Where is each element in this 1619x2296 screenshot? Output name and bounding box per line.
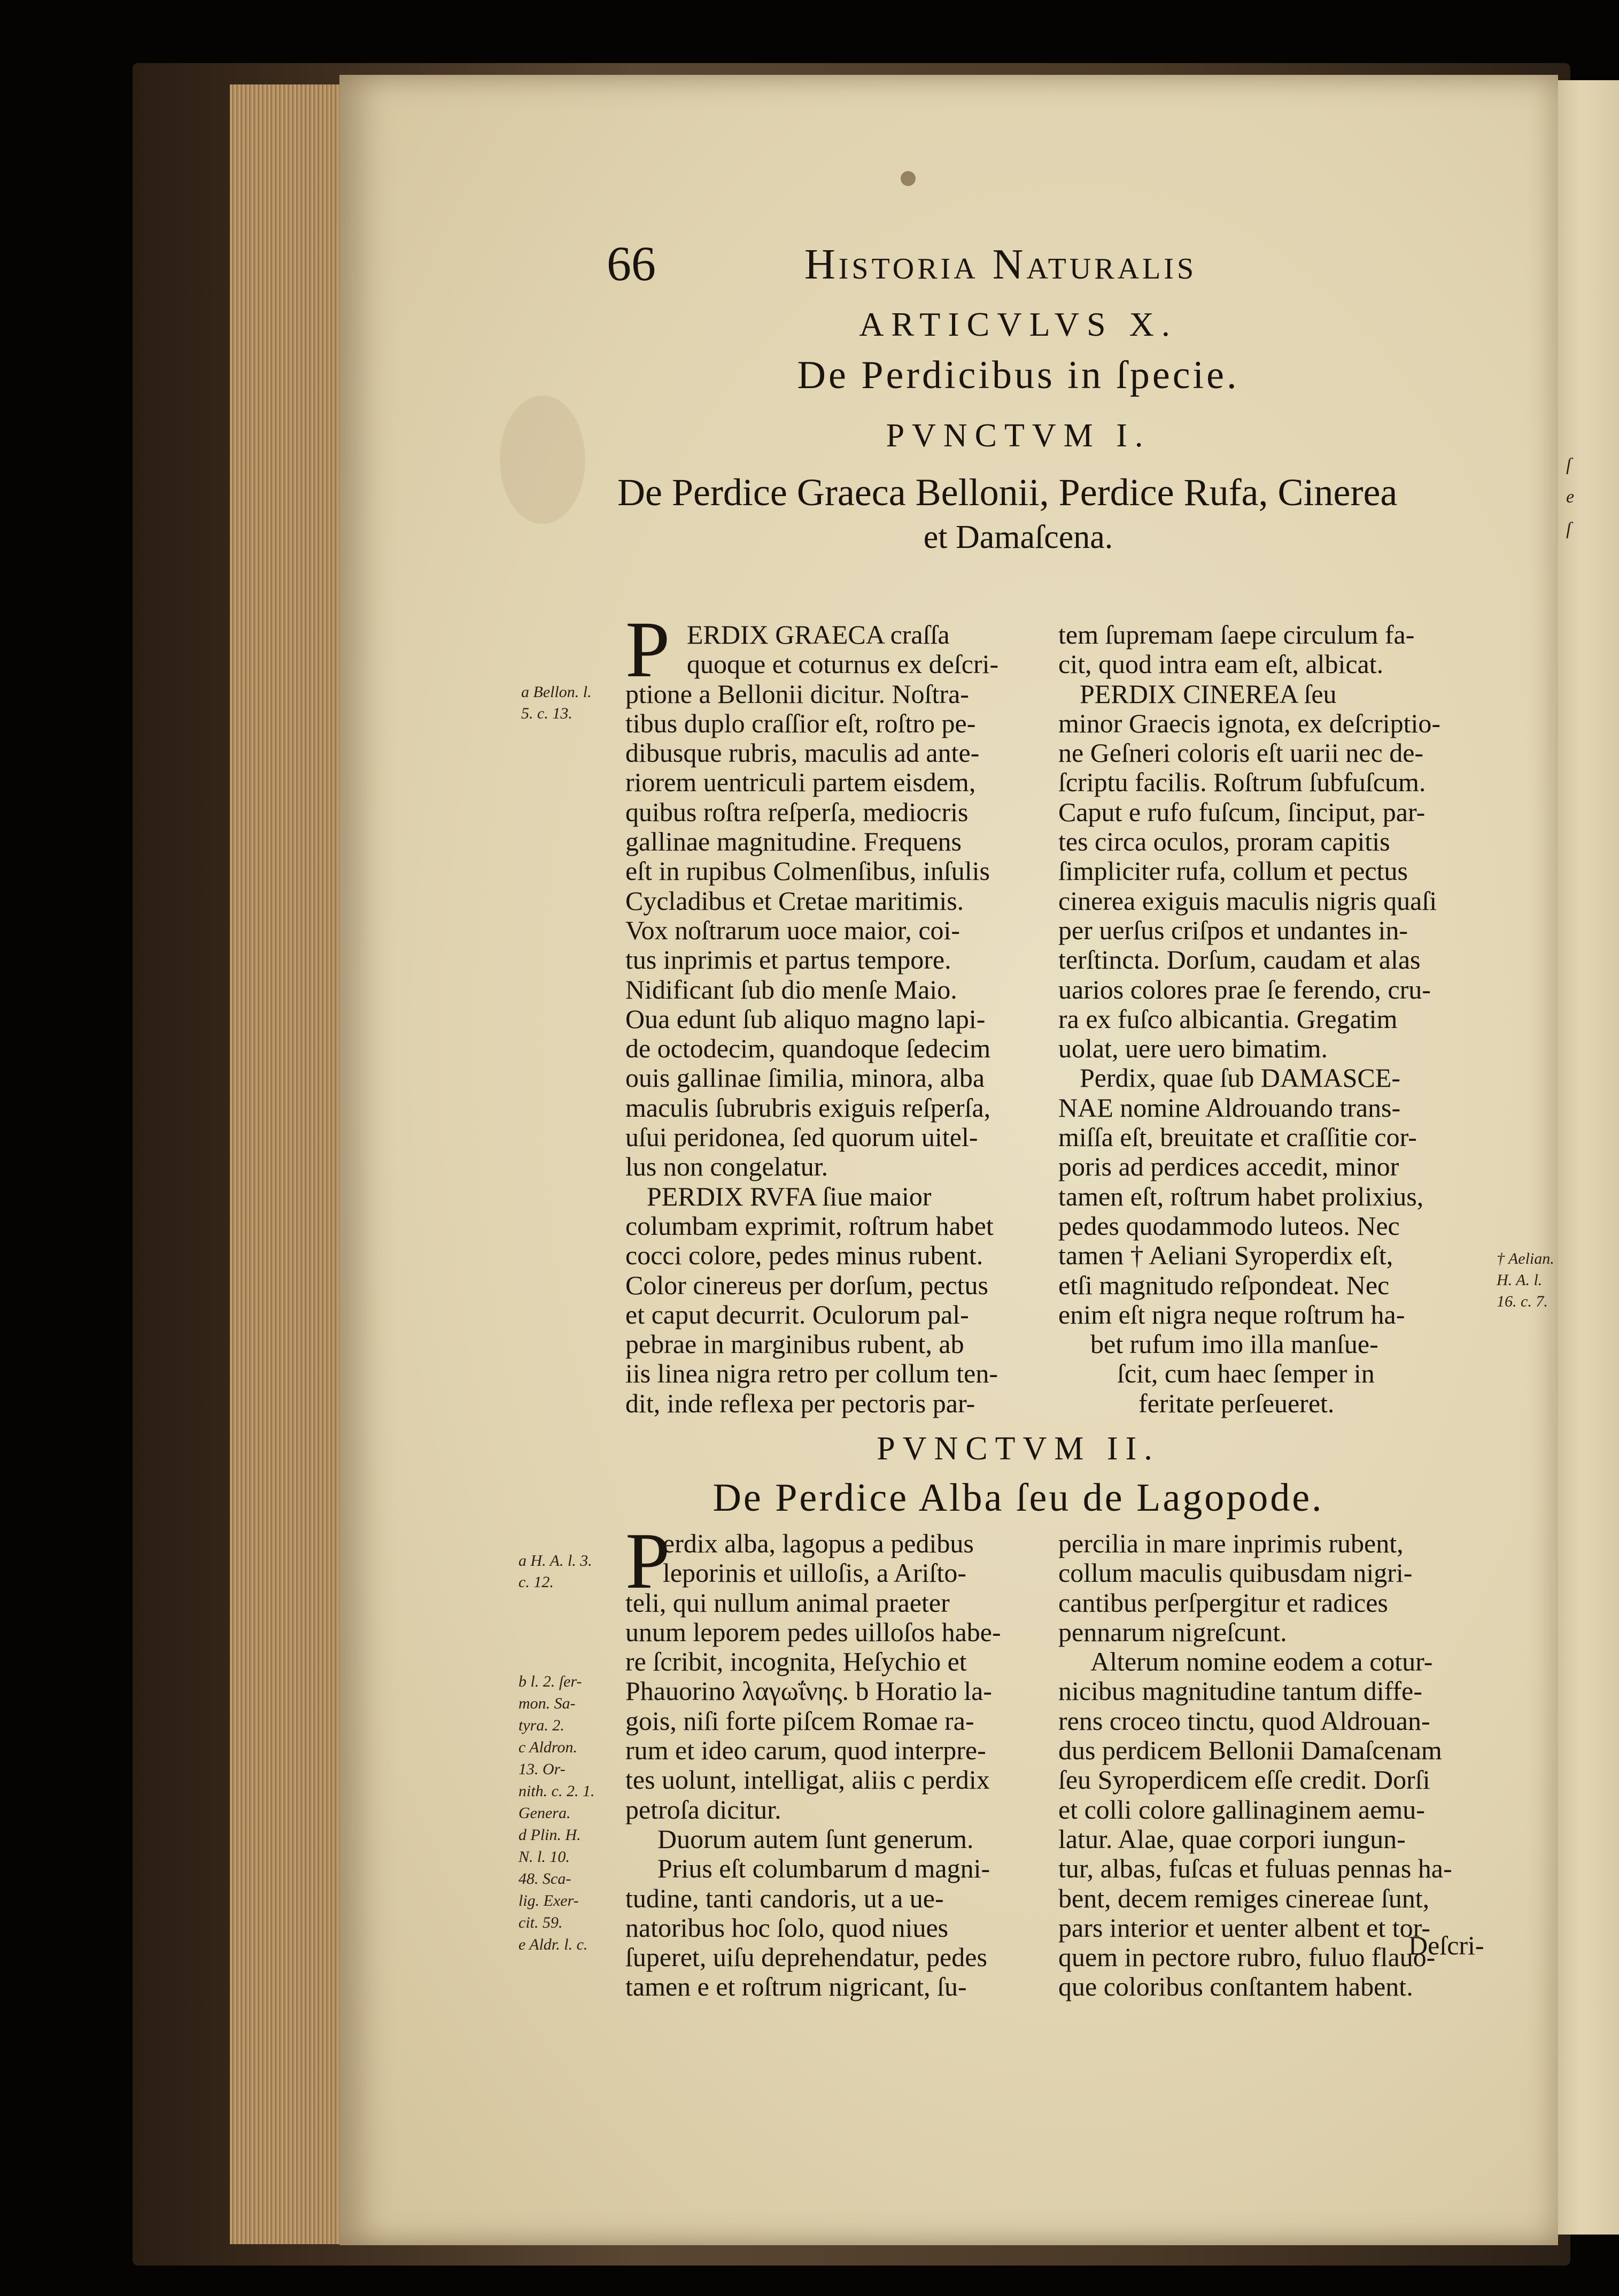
margin-note-line: 5. c. 13. (521, 705, 572, 722)
text-line: tamen eſt, roſtrum habet prolixius, (1058, 1181, 1424, 1211)
text-line: ptione a Bellonii dicitur. Noſtra- (625, 678, 969, 709)
article-number: ARTICVLVS X. (859, 305, 1178, 343)
text-line: Vox noſtrarum uoce maior, coi- (625, 915, 960, 945)
margin-note-line: N. l. 10. (518, 1848, 570, 1866)
text-line: nicibus magnitudine tantum diffe- (1058, 1676, 1422, 1706)
text-line: maculis ſubrubris exiguis reſperſa, (625, 1092, 991, 1123)
margin-note-line: † Aelian. (1497, 1250, 1554, 1267)
next-page-fragment: ſ (1566, 519, 1571, 539)
text-line: uolat, uere uero bimatim. (1058, 1033, 1328, 1064)
text-line: erdix alba, lagopus a pedibus (663, 1528, 974, 1558)
text-line: unum leporem pedes uilloſos habe- (625, 1617, 1001, 1647)
text-line: dit, inde reflexa per pectoris par- (625, 1388, 975, 1418)
text-line: tamen † Aeliani Syroperdix eſt, (1058, 1240, 1393, 1271)
text-line: leporinis et uilloſis, a Ariſto- (663, 1558, 966, 1588)
text-line: quibus roſtra reſperſa, mediocris (625, 797, 969, 827)
text-line: ne Geſneri coloris eſt uarii nec de- (1058, 738, 1424, 768)
text-line: cocci colore, pedes minus rubent. (625, 1240, 983, 1271)
margin-note-line: cit. 59. (518, 1914, 563, 1931)
text-line: uſui peridonea, ſed quorum uitel- (625, 1122, 978, 1153)
section-subtitle: De Perdice Graeca Bellonii, Perdice Rufa, Cinerea (617, 471, 1398, 514)
book-page (339, 75, 1558, 2245)
drop-cap: P (625, 605, 670, 694)
text-line: poris ad perdices accedit, minor (1058, 1151, 1399, 1182)
next-page-edge (1555, 80, 1619, 2235)
section-subtitle-continued: et Damaſcena. (923, 519, 1113, 555)
text-line: gallinae magnitudine. Frequens (625, 826, 962, 857)
text-line: de octodecim, quandoque ſedecim (625, 1033, 991, 1064)
text-line: percilia in mare inprimis rubent, (1058, 1528, 1404, 1558)
text-line: ſeu Syroperdicem eſſe credit. Dorſi (1058, 1765, 1430, 1795)
text-line: et colli colore gallinaginem aemu- (1058, 1794, 1425, 1825)
text-line: lus non congelatur. (625, 1151, 828, 1182)
text-line: tes uolunt, intelligat, aliis c perdix (625, 1765, 990, 1795)
text-line: ouis gallinae ſimilia, minora, alba (625, 1063, 985, 1093)
text-line: Perdix, quae ſub DAMASCE- (1080, 1063, 1400, 1093)
text-line: petroſa dicitur. (625, 1794, 781, 1825)
text-line: tus inprimis et partus tempore. (625, 945, 951, 975)
margin-note-line: a H. A. l. 3. (518, 1552, 592, 1570)
margin-note-line: 16. c. 7. (1497, 1293, 1548, 1310)
section-label: PVNCTVM I. (886, 418, 1151, 454)
text-line: collum maculis quibusdam nigri- (1058, 1558, 1413, 1588)
text-line: pedes quodammodo luteos. Nec (1058, 1210, 1400, 1241)
margin-note-line: nith. c. 2. 1. (518, 1782, 595, 1800)
text-line: et caput decurrit. Oculorum pal- (625, 1299, 969, 1329)
text-line: dibusque rubris, maculis ad ante- (625, 738, 980, 768)
text-line: rum et ideo carum, quod interpre- (625, 1735, 986, 1766)
text-line: Prius eſt columbarum d magni- (657, 1853, 990, 1884)
margin-note-right (1497, 1248, 1571, 1312)
text-line: quoque et coturnus ex deſcri- (687, 649, 999, 679)
page-number: 66 (607, 236, 656, 291)
article-title: De Perdicibus in ſpecie. (797, 353, 1240, 397)
text-line: PERDIX RVFA ſiue maior (647, 1181, 932, 1211)
text-line: re ſcribit, incognita, Heſychio et (625, 1646, 967, 1677)
margin-note-line: 48. Sca- (518, 1870, 571, 1888)
text-line: minor Graecis ignota, ex deſcriptio- (1058, 708, 1441, 738)
margin-note-left (518, 1671, 615, 1955)
next-page-fragment: ſ (1566, 455, 1571, 475)
page-edges (230, 84, 343, 2244)
margin-note-line: c Aldron. (518, 1738, 577, 1756)
text-line: etſi magnitudo reſpondeat. Nec (1058, 1270, 1390, 1300)
margin-note-line: mon. Sa- (518, 1695, 576, 1712)
text-line: ſcit, cum haec ſemper in (1117, 1358, 1375, 1389)
text-column-right (1058, 620, 1539, 1418)
margin-note-left (518, 1550, 615, 1593)
text-line: tamen e et roſtrum nigricant, ſu- (625, 1972, 967, 2002)
text-line: terſtincta. Dorſum, caudam et alas (1058, 945, 1421, 975)
text-line: Cycladibus et Cretae maritimis. (625, 885, 964, 916)
text-line: ERDIX GRAECA craſſa (687, 620, 950, 650)
text-line: columbam exprimit, roſtrum habet (625, 1210, 994, 1241)
text-line: uarios colores prae ſe ferendo, cru- (1058, 974, 1431, 1004)
text-line: feritate perſeueret. (1138, 1388, 1335, 1418)
ink-spot (901, 171, 916, 186)
text-line: ra ex fuſco albicantia. Gregatim (1058, 1003, 1398, 1034)
text-line: Oua edunt ſub aliquo magno lapi- (625, 1003, 986, 1034)
margin-note-line: b l. 2. ſer- (518, 1673, 582, 1690)
text-line: tem ſupremam ſaepe circulum fa- (1058, 620, 1415, 650)
text-line: Nidificant ſub dio menſe Maio. (625, 974, 957, 1004)
margin-note-left (521, 682, 617, 724)
catchword: Deſcri- (1408, 1930, 1484, 1960)
text-line: que coloribus conſtantem habent. (1058, 1972, 1413, 2002)
text-line: dus perdicem Bellonii Damaſcenam (1058, 1735, 1442, 1766)
text-line: natoribus hoc ſolo, quod niues (625, 1912, 949, 1943)
text-line: PERDIX CINEREA ſeu (1080, 678, 1337, 709)
section-subtitle: De Perdice Alba ſeu de Lagopode. (712, 1476, 1324, 1520)
text-line: cinerea exiguis maculis nigris quaſi (1058, 885, 1437, 916)
text-line: Duorum autem ſunt generum. (657, 1823, 974, 1854)
drop-cap: P (625, 1517, 670, 1605)
text-line: tes circa oculos, proram capitis (1058, 826, 1390, 857)
text-line: bet rufum imo illa manſue- (1090, 1329, 1378, 1359)
margin-note-line: c. 12. (518, 1573, 554, 1591)
text-column-left (625, 1529, 1085, 2002)
section-label: PVNCTVM II. (877, 1431, 1160, 1467)
text-line: rens croceo tinctu, quod Aldrouan- (1058, 1705, 1430, 1736)
margin-note-line: tyra. 2. (518, 1717, 564, 1734)
text-line: bent, decem remiges cinereae ſunt, (1058, 1883, 1430, 1913)
text-line: riorem uentriculi partem eisdem, (625, 767, 976, 798)
text-line: ſcriptu facilis. Roſtrum ſubfuſcum. (1058, 767, 1426, 798)
text-line: Alterum nomine eodem a cotur- (1090, 1646, 1433, 1677)
margin-note-line: 13. Or- (518, 1760, 566, 1778)
margin-note-line: lig. Exer- (518, 1892, 579, 1910)
text-line: eſt in rupibus Colmenſibus, inſulis (625, 856, 990, 886)
text-line: ſuperet, uiſu deprehendatur, pedes (625, 1942, 987, 1973)
text-line: iis linea nigra retro per collum ten- (625, 1358, 998, 1389)
text-line: teli, qui nullum animal praeter (625, 1587, 950, 1618)
text-line: Phauorino λαγωΐνης. b Horatio la- (625, 1676, 992, 1706)
text-line: Color cinereus per dorſum, pectus (625, 1270, 988, 1300)
text-line: latur. Alae, quae corpori iungun- (1058, 1823, 1406, 1854)
running-title: Historia Naturalis (804, 241, 1197, 288)
text-line: tibus duplo craſſior eſt, roſtro pe- (625, 708, 976, 738)
text-line: pennarum nigreſcunt. (1058, 1617, 1287, 1647)
margin-note-line: H. A. l. (1497, 1271, 1543, 1289)
text-line: Caput e rufo fuſcum, ſinciput, par- (1058, 797, 1426, 827)
margin-note-line: d Plin. H. (518, 1826, 581, 1844)
text-line: quem in pectore rubro, fuluo flauo- (1058, 1942, 1436, 1973)
margin-note-line: a Bellon. l. (521, 683, 592, 701)
text-line: cantibus perſpergitur et radices (1058, 1587, 1388, 1618)
text-line: NAE nomine Aldrouando trans- (1058, 1092, 1401, 1123)
running-head (339, 235, 1558, 299)
text-column-left (625, 620, 1085, 1418)
next-page-fragment: e (1566, 487, 1575, 507)
text-line: tur, albas, fuſcas et fuluas pennas ha- (1058, 1853, 1452, 1884)
margin-note-line: e Aldr. l. c. (518, 1936, 588, 1953)
text-line: gois, niſi forte piſcem Romae ra- (625, 1705, 974, 1736)
text-line: enim eſt nigra neque roſtrum ha- (1058, 1299, 1405, 1329)
text-line: pebrae in marginibus rubent, ab (625, 1329, 964, 1359)
text-line: per uerſus criſpos et undantes in- (1058, 915, 1408, 945)
text-line: cit, quod intra eam eſt, albicat. (1058, 649, 1384, 679)
text-line: tudine, tanti candoris, ut a ue- (625, 1883, 944, 1913)
margin-note-line: Genera. (518, 1804, 571, 1822)
text-line: ſimpliciter rufa, collum et pectus (1058, 856, 1408, 886)
text-line: miſſa eſt, breuitate et craſſitie cor- (1058, 1122, 1417, 1153)
text-line: pars interior et uenter albent et tor- (1058, 1912, 1430, 1943)
